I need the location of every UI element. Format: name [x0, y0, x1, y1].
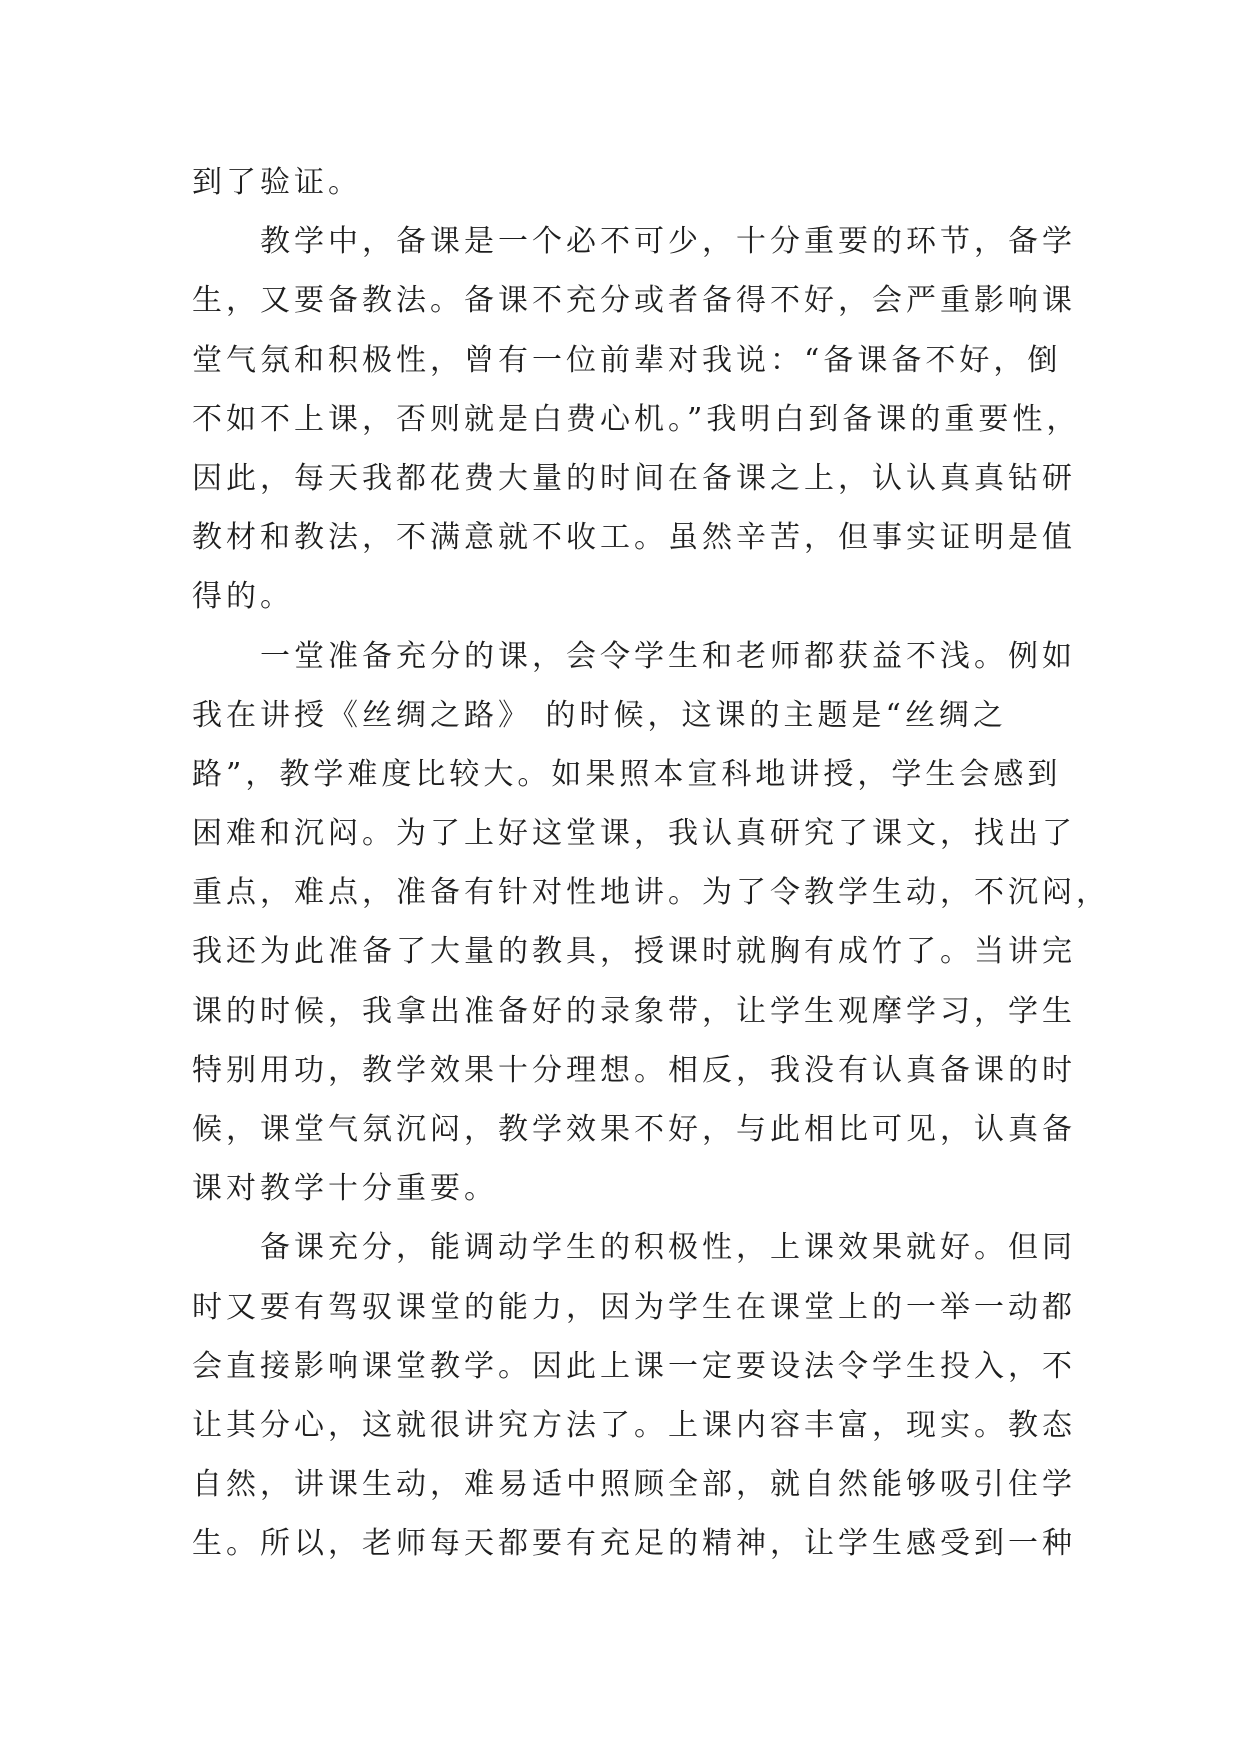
- text-line: 会直接影响课堂教学。因此上课一定要设法令学生投入，不: [192, 1348, 1076, 1384]
- text-line: 堂气氛和积极性，曾有一位前辈对我说：“备课备不好，倒: [192, 342, 1062, 378]
- text-line: 得的。: [192, 579, 294, 615]
- text-line: 我还为此准备了大量的教具，授课时就胸有成竹了。当讲完: [192, 934, 1076, 970]
- text-line: 特别用功，教学效果十分理想。相反，我没有认真备课的时: [192, 1052, 1076, 1088]
- text-line: 不如不上课，否则就是白费心机。”我明白到备课的重要性，: [192, 401, 1081, 437]
- text-line: 到了验证。: [192, 165, 362, 200]
- text-line: 一堂准备充分的课，会令学生和老师都获益不浅。例如: [260, 638, 1076, 674]
- text-line: 课的时候，我拿出准备好的录象带，让学生观摩学习，学生: [192, 993, 1076, 1029]
- text-line: 教学中，备课是一个必不可少，十分重要的环节，备学: [260, 224, 1076, 260]
- text-line: 备课充分，能调动学生的积极性，上课效果就好。但同: [260, 1230, 1076, 1266]
- text-line: 路”，教学难度比较大。如果照本宣科地讲授，学生会感到: [192, 756, 1062, 792]
- text-line: 时又要有驾驭课堂的能力，因为学生在课堂上的一举一动都: [192, 1289, 1076, 1325]
- text-line: 我在讲授《丝绸之路》 的时候，这课的主题是“丝绸之: [192, 697, 1007, 733]
- body-text: [192, 153, 1110, 1574]
- text-line: 课对教学十分重要。: [192, 1171, 498, 1207]
- text-line: 自然，讲课生动，难易适中照顾全部，就自然能够吸引住学: [192, 1467, 1076, 1503]
- text-line: 教材和教法，不满意就不收工。虽然辛苦，但事实证明是值: [192, 520, 1076, 556]
- text-line: 生。所以，老师每天都要有充足的精神，让学生感受到一种: [192, 1526, 1076, 1562]
- text-line: 候，课堂气氛沉闷，教学效果不好，与此相比可见，认真备: [192, 1112, 1076, 1147]
- text-line: 因此，每天我都花费大量的时间在备课之上，认认真真钻研: [192, 460, 1076, 496]
- text-line: 重点，难点，准备有针对性地讲。为了令教学生动，不沉闷，: [192, 875, 1110, 911]
- text-line: 让其分心，这就很讲究方法了。上课内容丰富，现实。教态: [192, 1407, 1076, 1443]
- text-line: 困难和沉闷。为了上好这堂课，我认真研究了课文，找出了: [192, 816, 1076, 852]
- text-line: 生，又要备教法。备课不充分或者备得不好，会严重影响课: [192, 283, 1076, 319]
